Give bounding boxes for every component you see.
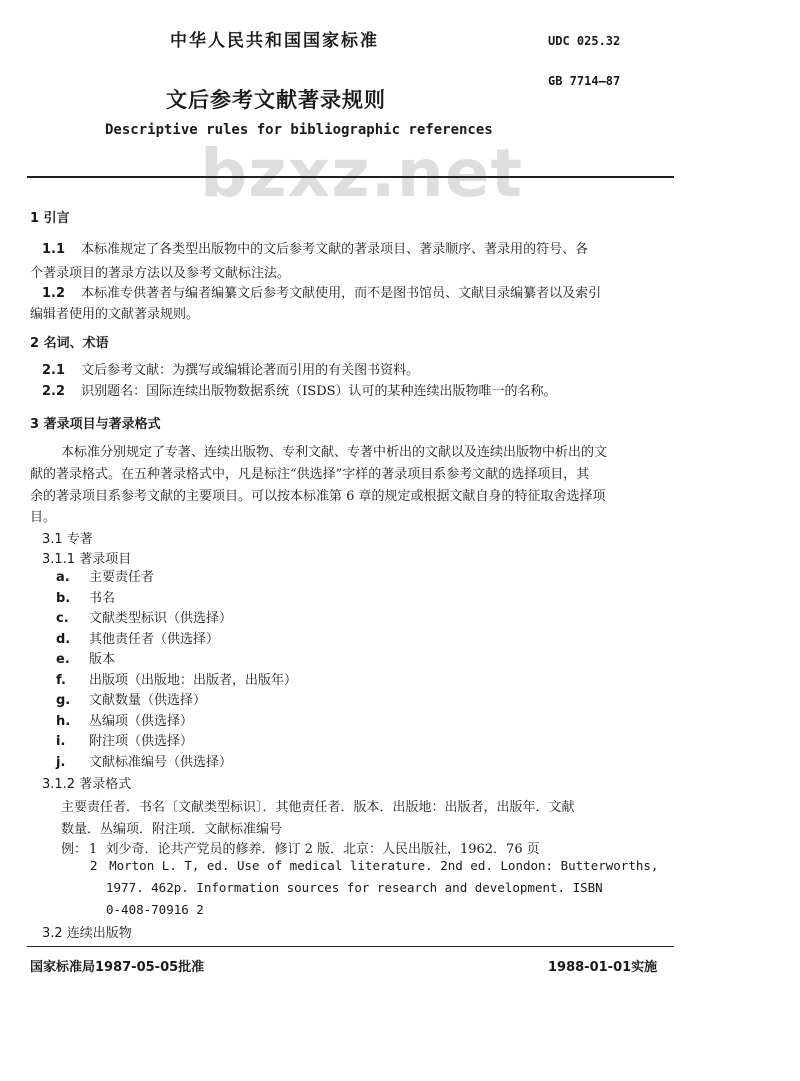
para-text: 本标准专供著者与编者编纂文后参考文献使用，而不是图书馆员、文献目录编纂者以及索引 xyxy=(81,286,602,301)
format-line-2: 数量．丛编项．附注项．文献标准编号 xyxy=(61,822,283,837)
para-1-2-line-1 xyxy=(42,282,601,301)
list-item xyxy=(56,710,297,731)
format-line-1: 主要责任者．书名〔文献类型标识〕．其他责任者．版本．出版地：出版者，出版年．文献 xyxy=(61,800,575,815)
gb-code: GB 7714—87 xyxy=(548,74,621,88)
section-2-heading: 2 名词、术语 xyxy=(30,336,109,351)
para-1-1-line-1 xyxy=(42,238,588,257)
list-item xyxy=(56,607,297,628)
example-2-line-3: 0-408-70916 2 xyxy=(106,902,204,917)
item-text: 文献类型标识（供选择） xyxy=(89,611,233,626)
udc-code: UDC 025.32 xyxy=(548,34,621,48)
item-letter: c. xyxy=(56,611,69,626)
subsection-3-1-2-heading: 3.1.2 著录格式 xyxy=(42,777,132,792)
item-letter: j. xyxy=(56,754,66,770)
example-number: 2 xyxy=(90,858,98,873)
sec3-intro-line-2: 献的著录格式。在五种著录格式中，凡是标注“供选择”字样的著录项目系参考文献的选择项目，其 xyxy=(30,467,590,482)
item-text: 其他责任者（供选择） xyxy=(89,631,220,647)
item-text: 文献标准编号（供选择） xyxy=(89,754,233,770)
example-2-line-2: 1977. 462p. Information sources for research and development. ISBN xyxy=(106,880,603,895)
example-text: Morton L. T, ed. Use of medical literature. 2nd ed. London: Butterworths, xyxy=(109,858,659,873)
standard-category-title: 中华人民共和国国家标准 xyxy=(170,31,379,51)
item-letter: d. xyxy=(56,631,71,647)
header-divider xyxy=(27,176,674,178)
section-1-heading: 1 引言 xyxy=(30,211,70,226)
sec3-intro-line-3: 余的著录项目系参考文献的主要项目。可以按本标准第 6 章的规定或根据文献自身的特征取舍选择项 xyxy=(30,489,606,504)
document-title: 文后参考文献著录规则 xyxy=(166,88,386,112)
item-text: 出版项（出版地：出版者，出版年） xyxy=(89,672,298,688)
term-number: 2.1 xyxy=(42,363,66,378)
item-list xyxy=(56,566,297,771)
term-text: 文后参考文献：为撰写或编辑论著而引用的有关图书资料。 xyxy=(81,363,420,378)
item-letter: b. xyxy=(56,590,71,606)
item-letter: h. xyxy=(56,713,71,729)
item-text: 版本 xyxy=(89,652,116,667)
item-text: 丛编项（供选择） xyxy=(89,713,194,729)
subsection-3-1-1-heading: 3.1.1 著录项目 xyxy=(42,552,132,567)
list-item xyxy=(56,689,297,710)
example-number: 1 xyxy=(89,842,98,857)
para-number: 1.2 xyxy=(42,286,66,301)
list-item xyxy=(56,628,297,649)
term-text: 识别题名：国际连续出版物数据系统（ISDS）认可的某种连续出版物唯一的名称。 xyxy=(81,384,557,399)
term-2-1 xyxy=(42,359,419,378)
para-1-1-line-2: 个著录项目的著录方法以及参考文献标注法。 xyxy=(30,266,291,281)
para-number: 1.1 xyxy=(42,242,66,257)
example-text: 刘少奇．论共产党员的修养．修订 2 版．北京：人民出版社，1962．76 页 xyxy=(105,842,540,857)
item-text: 主要责任者 xyxy=(89,570,155,585)
para-text: 本标准规定了各类型出版物中的文后参考文献的著录项目、著录顺序、著录用的符号、各 xyxy=(81,242,589,257)
example-2-line-1 xyxy=(90,858,658,873)
list-item xyxy=(56,648,297,669)
item-letter: f. xyxy=(56,672,66,688)
list-item xyxy=(56,669,297,690)
item-text: 书名 xyxy=(89,590,116,606)
item-text: 文献数量（供选择） xyxy=(89,693,207,708)
list-item xyxy=(56,566,297,587)
item-letter: i. xyxy=(56,734,66,749)
para-1-2-line-2: 编辑者使用的文献著录规则。 xyxy=(30,307,200,322)
subsection-3-1-heading: 3.1 专著 xyxy=(42,532,93,547)
term-number: 2.2 xyxy=(42,384,66,399)
list-item xyxy=(56,751,297,772)
list-item xyxy=(56,730,297,751)
item-letter: a. xyxy=(56,570,70,585)
approval-date: 国家标准局1987-05-05批准 xyxy=(30,960,205,975)
example-1 xyxy=(61,838,540,857)
effective-date: 1988-01-01实施 xyxy=(548,960,658,975)
section-3-heading: 3 著录项目与著录格式 xyxy=(30,417,161,432)
footer-divider xyxy=(27,946,674,947)
subsection-3-2-heading: 3.2 连续出版物 xyxy=(42,926,132,941)
list-item xyxy=(56,587,297,608)
sec3-intro-line-1: 本标准分别规定了专著、连续出版物、专利文献、专著中析出的文献以及连续出版物中析出的文 xyxy=(61,445,608,460)
sec3-intro-line-4: 目。 xyxy=(30,510,57,525)
term-2-2 xyxy=(42,380,557,399)
english-title: Descriptive rules for bibliographic references xyxy=(105,122,493,138)
item-letter: e. xyxy=(56,652,70,667)
item-text: 附注项（供选择） xyxy=(89,734,194,749)
watermark: bzxz.net xyxy=(200,135,524,212)
item-letter: g. xyxy=(56,693,71,708)
example-label: 例： xyxy=(61,842,88,857)
